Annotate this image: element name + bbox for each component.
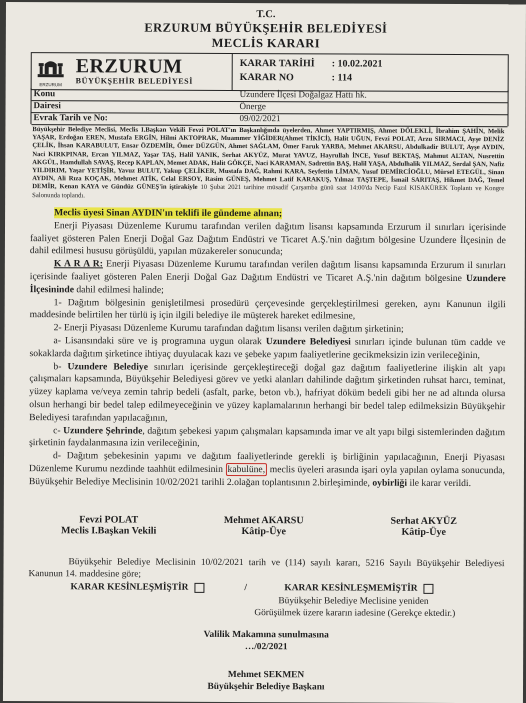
final-label: KARAR KESİNLEŞMİŞTİR <box>70 581 204 594</box>
decision-body <box>29 207 506 491</box>
header-municipality: ERZURUM BÜYÜKŞEHİR BELEDİYESİ <box>144 20 388 36</box>
item-a: a- Lisansındaki süre ve iş programına uygun olarak Uzundere Belediyesi sınırları içinde bulunan tüm cadde ve sokaklarda dağıtım şirketince ihtiyaç duyulacak kazı ve şebeke yapım faaliyetlerine gecikmeksizin izin verileceğinin, <box>29 335 506 361</box>
decision-number: KARAR NO : 114 <box>239 72 352 84</box>
footer-date: …/02/2021 <box>244 642 288 653</box>
logo-slogan: BÜYÜKŞEHİR BELEDİYESİ <box>75 76 193 86</box>
item-c: c- Uzundere Şehrinde, dağıtım şebekesi yapım çalışmaları kapsamında imar ve alt yapı bilgi sistemlerinden dağıtım şirketinin faydalanmasına izin verileceğinin, <box>29 424 506 450</box>
logo-block <box>32 53 233 90</box>
logo-caption: ERZURUM <box>39 82 62 88</box>
slash-separator: / <box>244 583 248 594</box>
not-final-checkbox[interactable] <box>424 584 434 594</box>
meta-table <box>30 88 508 126</box>
signature-chair: Fevzi POLAT Meclis I.Başkan Vekili <box>61 514 157 537</box>
signature-clerk-1: Mehmet AKARSU Kâtip-Üye <box>223 514 304 538</box>
header-box <box>31 52 509 92</box>
signature-clerk-2: Serhat AKYÜZ Kâtip-Üye <box>390 515 457 538</box>
municipality-logo-icon <box>36 56 66 84</box>
not-final-label: KARAR KESİNLEŞMEMİŞTİR <box>284 582 433 595</box>
item-2: 2- Enerji Piyasası Düzenleme Kurumu tarafından dağıtım lisansı verilen dağıtım şirketinin; <box>53 322 404 335</box>
law-text: Büyükşehir Belediye Meclisinin 10/02/2021 tarih ve (114) sayılı kararı, 5216 Sayılı Büyükşehir Belediyesi Kanunun 14. maddesine göre; <box>28 557 505 580</box>
attendance-paragraph: Büyükşehir Belediye Meclisi, Meclis I.Başkan Vekili Fevzi POLAT'ın Başkanlığında üyelerden, Ahmet YAPTIRMIŞ, Ahmet DÖLEKLİ, İbrahim ŞAHİN, Melik YAŞAR, Erdoğan EREN, Mustafa ERGİN, Hilmi AKTOPRAK, Muammer YİĞİDER(Ahmet TİKİCİ), Halit UĞUN, Fevzi POLAT, Arzu SIRMACI, Ayşe DENİZ ÇELİK, İhsan KARABULUT, Ensar ÖZDEMİR, Ömer DÜZGÜN, Ahmet SAĞLAM, Ömer Faruk YARBA, Mehmet AKARSU, Abdulkadir BULUT, Ayşe AYDIN, Naci KIRKPINAR, Ercan YILMAZ, Yaşar TAŞ, Halil YANIK, Serhat AKYÜZ, Murat YAVUZ, Hayrullah İNCE, Yusuf BEKTAŞ, Mahmut ALTAN, Nusrettin AKGÜL, Hamdullah SAVAŞ, Recep KAPLAN, Memet ADAK, Halit GÖKÇE, Naci KARAMAN, Sadrettin BAŞ, Halil YAŞA, Abdulhalik YILMAZ, Serdal ŞAN, Nafiz YILDIRIM, Yaşar YETİŞİR, Yavuz BULUT, Yakup ÇELİKER, Mustafa DAĞ, Rahmi KARA, Seyfettin LİMAN, Yusuf DEMİRCİOĞLU, Mürsel ETEGÜL, Sinan AYDIN, Ali Rıza KOÇAK, Mehmet ATİK, Celal ERSOY, Rasim GÜNEŞ, Mehmet Latif KARAKUŞ, Yılmaz TAŞTEPE, İsmail SARITAŞ, Hikmet DAĞ, Temel DEMİR, Kenan KAYA ve Gündüz GÜNEŞ'in iştirakiyle 10 Şubat 2021 tarihine müsadif Çarşamba günü saat 14:00'da Necip Fazıl KISAKÜREK Toplantı ve Kongre Salonunda toplandı. <box>32 126 505 199</box>
header-title: MECLİS KARARI <box>211 35 321 51</box>
item-1: 1- Dağıtım bölgesinin genişletilmesi prosedürü çerçevesinde gerçekleştirilmesi gereken, aynı Kanunun ilgili maddesinde belirtilen her türlü iş için ilgili belediye ile müşterek hareket edilmesine, <box>29 296 506 322</box>
meta-dept-row: Dairesi Önerge <box>32 100 508 115</box>
header-tc: T.C. <box>256 9 276 21</box>
meta-doc-row: Evrak Tarih ve No: 09/02/2021 <box>31 112 507 127</box>
mayor-title: Büyükşehir Belediye Başkanı <box>207 681 325 693</box>
karar-paragraph: K A R A R: Enerji Piyasası Düzenleme Kurumu tarafından verilen dağıtım lisansı kapsamında Erzurum il sınırları içerisinde faaliyet gösteren Palen Enerji Doğal Gaz Dağıtım Endüstri ve Ticaret A.Ş.'nin dağıtım bölgesine Uzundere İlçesininde dahil edilmesi halinde; <box>29 258 506 296</box>
final-checkbox[interactable] <box>194 583 204 593</box>
paragraph-1: Enerji Piyasası Düzenleme Kurumu tarafından verilen dağıtım lisansı kapsamında Erzurum il sınırları içerisinde faaliyet gösteren Palen Enerji Doğal Gaz Dağıtım Endüstri ve Ticaret A.Ş.'nin dağıtım bölgesine Uzundere İlçesinin de dahil edilmesi hususu görüşüldü, yapılan müzakereler sonucunda; <box>29 220 507 258</box>
logo-name: ERZURUM <box>75 55 183 78</box>
item-d: d- Dağıtım şebekesinin yapımı ve dağıtım faaliyetlerinde gerekli iş birliğinin yapılacağının, Enerji Piyasası Düzenleme Kurumu nezdinde taahhüt edilmesinin kabulüne, meclis üyeleri arasında işari oyla yapılan oylama sonucunda, Büyükşehir Belediye Meclisinin 10/02/2021 tarihli 2.olağan toplantısının 2.birleşiminde, oybirliği ile karar verildi. <box>28 450 506 489</box>
footer-section <box>28 556 505 694</box>
document-page <box>3 2 526 703</box>
submitted-text: Valilik Makamına sunulmasına <box>203 629 329 641</box>
mayor-name: Mehmet SEKMEN <box>227 669 305 681</box>
decision-date: KARAR TARİHİ : 10.02.2021 <box>239 58 383 70</box>
approval-boxed: kabulüne, <box>226 463 268 476</box>
meta-subject-row: Konu Uzundere İlçesi Doğalgaz Hattı hk. <box>32 88 508 103</box>
proposal-highlight: Meclis üyesi Sinan AYDIN'ın teklifi ile gündeme alınan; <box>54 207 283 220</box>
item-b: b- Uzundere Belediye sınırları içerisinde gerçekleştireceği doğal gaz dağıtım faaliyetlerine ilişkin alt yapı çalışmaları kapsamında, Büyükşehir Belediyesi görev ve yetki alanları dahilinde dağıtım şirketinden ruhsat harcı, teminat, yüzey kaplama ve/veya zemin tahrip bedeli (asfalt, parke, beton vb.), hafriyat döküm bedeli gibi her ne ad altında olursa olsun herhangi bir bedel talep edilmeyeceğinin ve yüzey kaplamalarının herhangi bir bedel talep edilmeksizin Büyükşehir Belediyesi tarafından yapılacağının, <box>29 360 506 424</box>
return-text: Büyükşehir Belediye Meclisine yeniden Görüşülmek üzere kararın iadesine (Gerekçe ektedir.) <box>254 596 456 619</box>
